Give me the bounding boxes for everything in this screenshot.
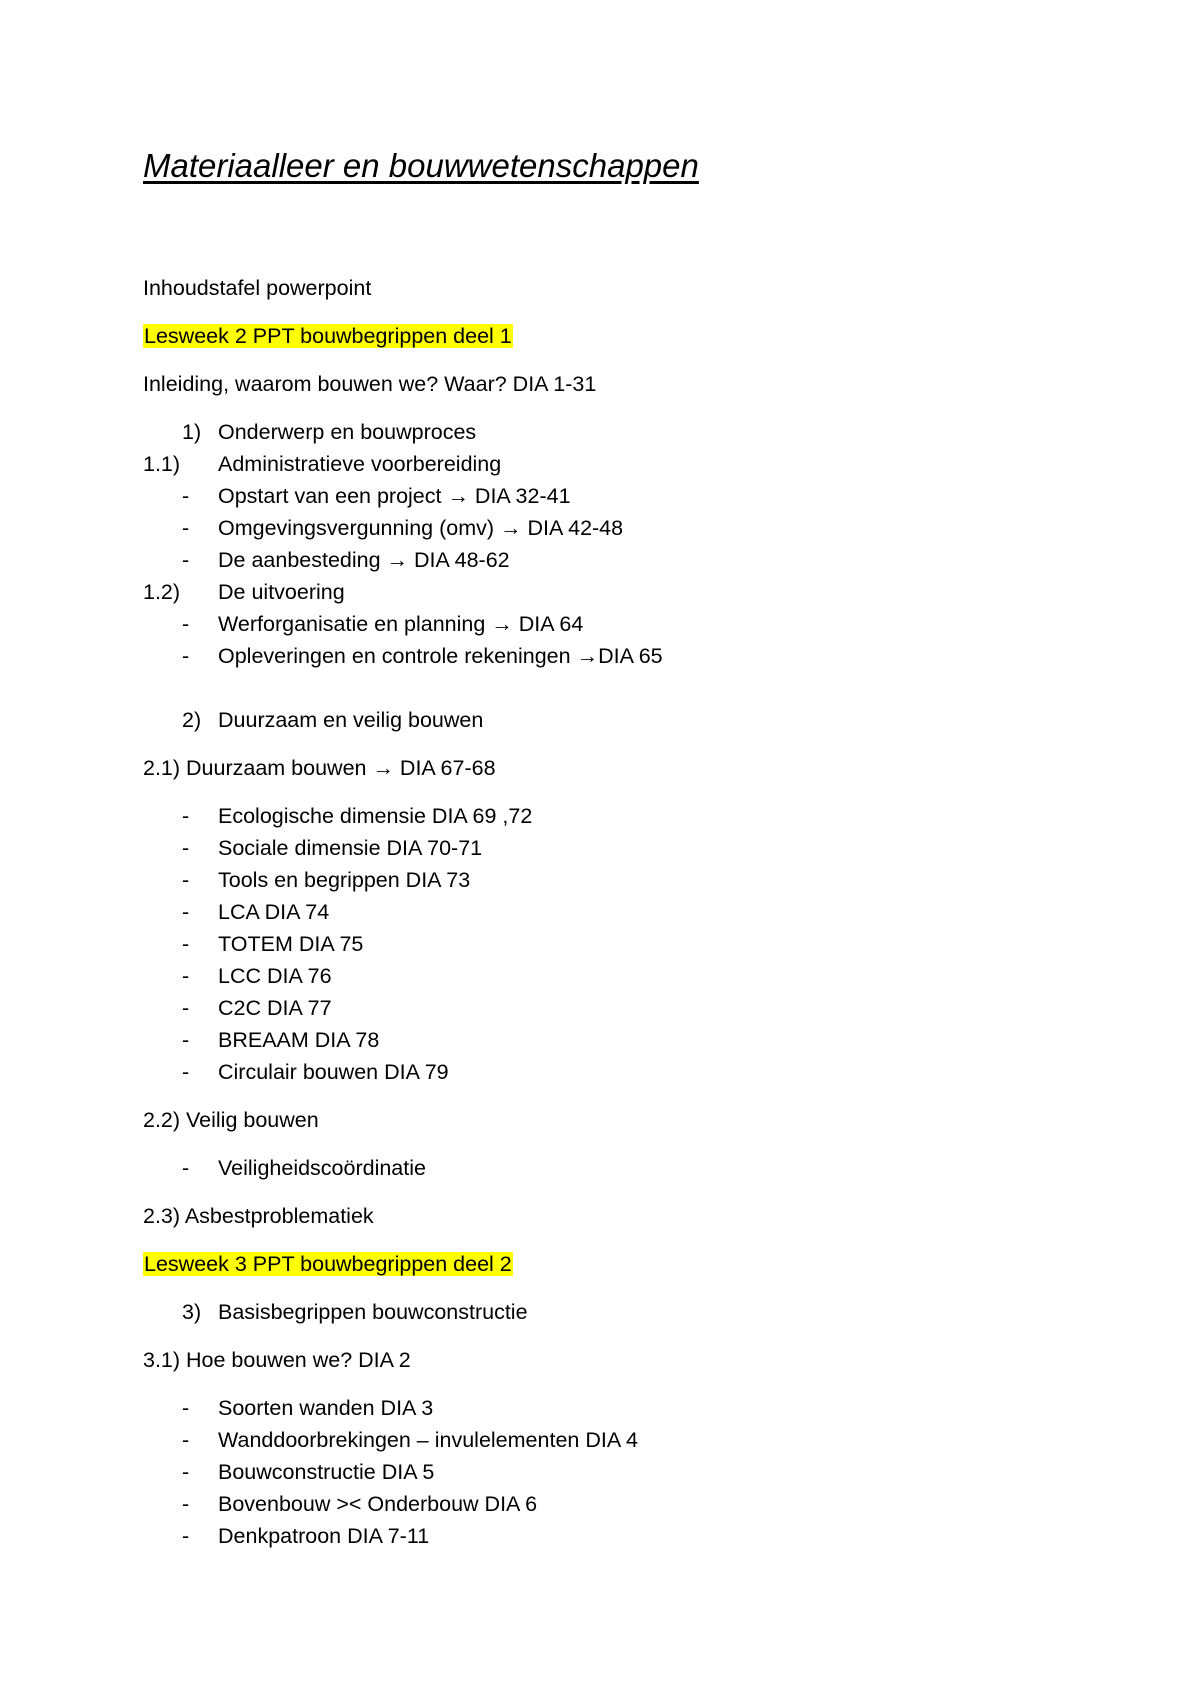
list-item: Ecologische dimensie DIA 69 ,72 — [218, 804, 533, 828]
list-bullet: - — [182, 1428, 190, 1452]
section-2-number: 2) — [182, 708, 202, 732]
list-item: C2C DIA 77 — [218, 996, 332, 1020]
section-1-1-number: 1.1) — [143, 452, 181, 476]
list-bullet: - — [182, 1028, 190, 1052]
list-bullet: - — [182, 1156, 190, 1180]
list-bullet: - — [182, 612, 190, 636]
week3-heading — [143, 1251, 513, 1277]
list-item: Circulair bouwen DIA 79 — [218, 1060, 449, 1084]
list-item: Denkpatroon DIA 7-11 — [218, 1524, 430, 1548]
section-3-1-title: 3.1) Hoe bouwen we? DIA 2 — [143, 1348, 411, 1372]
list-item: BREAAM DIA 78 — [218, 1028, 380, 1052]
list-item: Opstart van een project → DIA 32-41 — [218, 484, 571, 508]
section-2-3-title: 2.3) Asbestproblematiek — [143, 1204, 374, 1228]
section-2-title: Duurzaam en veilig bouwen — [218, 708, 484, 732]
list-bullet: - — [182, 1460, 190, 1484]
list-bullet: - — [182, 900, 190, 924]
list-bullet: - — [182, 484, 190, 508]
list-item: Werforganisatie en planning → DIA 64 — [218, 612, 584, 636]
section-1-number: 1) — [182, 420, 202, 444]
list-item: Veiligheidscoördinatie — [218, 1156, 426, 1180]
list-bullet: - — [182, 1396, 190, 1420]
list-bullet: - — [182, 996, 190, 1020]
list-bullet: - — [182, 644, 190, 668]
list-item: LCA DIA 74 — [218, 900, 330, 924]
list-bullet: - — [182, 932, 190, 956]
list-item: TOTEM DIA 75 — [218, 932, 364, 956]
list-item: Soorten wanden DIA 3 — [218, 1396, 434, 1420]
section-1-2-title: De uitvoering — [218, 580, 345, 604]
section-1-title: Onderwerp en bouwproces — [218, 420, 477, 444]
list-item: Tools en begrippen DIA 73 — [218, 868, 471, 892]
section-2-2-title: 2.2) Veilig bouwen — [143, 1108, 319, 1132]
list-item: Bouwconstructie DIA 5 — [218, 1460, 435, 1484]
list-bullet: - — [182, 548, 190, 572]
toc-heading: Inhoudstafel powerpoint — [143, 276, 372, 300]
section-1-2-number: 1.2) — [143, 580, 181, 604]
section-3-number: 3) — [182, 1300, 202, 1324]
document-title: Materiaalleer en bouwwetenschappen — [143, 147, 699, 184]
list-bullet: - — [182, 1060, 190, 1084]
list-bullet: - — [182, 964, 190, 988]
list-bullet: - — [182, 1492, 190, 1516]
list-item: Sociale dimensie DIA 70-71 — [218, 836, 483, 860]
list-item: Omgevingsvergunning (omv) → DIA 42-48 — [218, 516, 624, 540]
week2-heading — [143, 323, 513, 349]
list-item: Bovenbouw >< Onderbouw DIA 6 — [218, 1492, 538, 1516]
list-bullet: - — [182, 868, 190, 892]
week2-heading-highlight: Lesweek 2 PPT bouwbegrippen deel 1 — [144, 324, 512, 348]
list-item: De aanbesteding → DIA 48-62 — [218, 548, 510, 572]
list-bullet: - — [182, 836, 190, 860]
section-2-1-title: 2.1) Duurzaam bouwen → DIA 67-68 — [143, 756, 496, 780]
list-bullet: - — [182, 516, 190, 540]
list-bullet: - — [182, 1524, 190, 1548]
list-item: Wanddoorbrekingen – invulelementen DIA 4 — [218, 1428, 638, 1452]
list-bullet: - — [182, 804, 190, 828]
list-item: LCC DIA 76 — [218, 964, 332, 988]
section-1-1-title: Administratieve voorbereiding — [218, 452, 502, 476]
list-item: Opleveringen en controle rekeningen →DIA 65 — [218, 644, 663, 668]
section-3-title: Basisbegrippen bouwconstructie — [218, 1300, 528, 1324]
week2-intro: Inleiding, waarom bouwen we? Waar? DIA 1-31 — [143, 372, 597, 396]
week3-heading-highlight: Lesweek 3 PPT bouwbegrippen deel 2 — [144, 1252, 512, 1276]
